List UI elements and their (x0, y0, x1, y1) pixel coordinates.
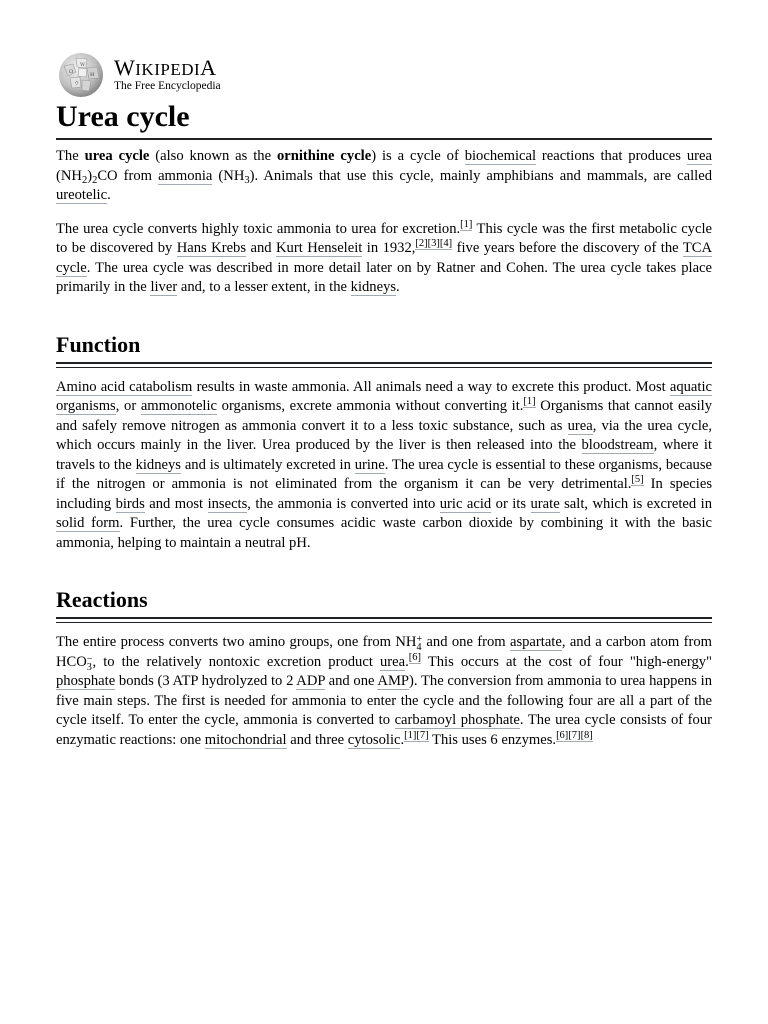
link-cytosolic[interactable]: cytosolic (347, 731, 401, 748)
link-amino-acid-catabolism[interactable]: Amino acid catabolism (56, 378, 193, 395)
svg-text:Ω: Ω (69, 69, 74, 75)
link-urine[interactable]: urine (354, 456, 385, 473)
ref-1[interactable]: [1] (404, 729, 417, 741)
link-amp[interactable]: AMP (377, 673, 410, 689)
ref-4[interactable]: [4] (439, 238, 453, 249)
svg-text:ウ: ウ (74, 81, 80, 87)
link-uric-acid[interactable]: uric acid (439, 495, 492, 512)
link-liver[interactable]: liver (150, 279, 178, 295)
link-aquatic-organisms[interactable]: aquatic organisms (56, 378, 712, 414)
link-urea[interactable]: urea (686, 148, 712, 164)
link-urea[interactable]: urea (379, 653, 406, 670)
link-urate[interactable]: urate (530, 495, 560, 512)
link-mitochondrial[interactable]: mitochondrial (204, 731, 287, 748)
ref-6[interactable]: [6] (408, 651, 421, 663)
ref-2[interactable]: [2] (415, 238, 428, 249)
svg-text:W: W (80, 62, 86, 68)
ammonium-charge: + 4 (416, 634, 423, 653)
link-tca-cycle[interactable]: TCA cycle (56, 240, 712, 276)
intro-paragraph-2: The urea cycle converts highly toxic ammonia to urea for excretion.[1] This cycle was the first metabolic cycle to be discovered by Hans Krebs and Kurt Henseleit in 1932,[2][3][4] five years before the discovery of the TCA cycle. The urea cycle was described in more detail later on by Ratner and Cohen. The urea cycle takes place primarily in the liver and, to a lesser extent, in the kidneys. (56, 218, 712, 295)
intro-paragraph-1: The urea cycle (also known as the ornithine cycle) is a cycle of biochemical reactions that produces urea $(NH_2)_2CO$ from ammonia $(NH_3)$. Animals that use this cycle, mainly amphibians and mammals, are called ureotelic. (56, 148, 712, 203)
link-kidneys[interactable]: kidneys (135, 456, 181, 473)
link-aspartate[interactable]: aspartate (509, 634, 562, 650)
link-solid-form[interactable]: solid form (56, 515, 120, 531)
link-insects[interactable]: insects (207, 495, 248, 512)
link-kurt-henseleit[interactable]: Kurt Henseleit (276, 240, 363, 256)
section-heading-function: Function (56, 332, 712, 364)
urea-formula: $(NH_2)_2CO$ (56, 167, 118, 186)
site-name: WIKIPEDIA (114, 55, 217, 81)
ref-7[interactable]: [7] (568, 729, 581, 741)
link-carbamoyl-phosphate[interactable]: carbamoyl phosphate (394, 712, 520, 728)
article-page (56, 52, 712, 750)
link-kidneys[interactable]: kidneys (350, 279, 397, 295)
link-biochemical[interactable]: biochemical (464, 148, 537, 164)
svg-text:И: И (90, 72, 95, 78)
page-title: Urea cycle (56, 100, 712, 140)
ref-6[interactable]: [6] (556, 729, 569, 741)
reactions-paragraph: The entire process converts two amino groups, one from NH + 4 and one from aspartate, and a carbon atom from HCO − 3 , to the relatively nontoxic excretion product urea.[6] This occurs at the cost of four "high-energy" phosphate bonds (3 ATP hydrolyzed to 2 ADP and one AMP). The conversion from ammonia to urea happens in five main steps. The first is needed for ammonia to enter the cycle and the following four are all a part of the cycle itself. To enter the cycle, ammonia is converted to carbamoyl phosphate. The urea cycle consists of four enzymatic reactions: one mitochondrial and three cytosolic.[1][7] This uses 6 enzymes.[6][7][8] (56, 634, 712, 748)
bicarbonate-charge: − 3 (86, 653, 93, 673)
ref-5[interactable]: [5] (631, 474, 644, 485)
link-hans-krebs[interactable]: Hans Krebs (176, 240, 247, 256)
link-ammonia[interactable]: ammonia (158, 167, 213, 184)
link-ammonotelic[interactable]: ammonotelic (140, 398, 218, 414)
link-birds[interactable]: birds (115, 495, 145, 512)
link-urea[interactable]: urea (567, 417, 593, 434)
link-ureotelic[interactable]: ureotelic (56, 187, 108, 203)
ref-3[interactable]: [3] (427, 238, 440, 249)
function-paragraph: Amino acid catabolism results in waste ammonia. All animals need a way to excrete this product. Most aquatic organisms, or ammonotelic organisms, excrete ammonia without converting it.[1] Organisms that cannot easily and safely remove nitrogen as ammonia convert it to a less toxic substance, such as urea, via the urea cycle, which occurs mainly in the liver. Urea produced by the liver is then released into the bloodstream, where it travels to the kidneys and is ultimately excreted in urine. The urea cycle is essential to these organisms, because if the nitrogen or ammonia is not eliminated from the organism it can be very detrimental.[5] In species including birds and most insects, the ammonia is converted into uric acid or its urate salt, which is excreted in solid form. Further, the urea cycle consumes acidic waste carbon dioxide by combining it with the basic ammonia, helping to maintain a neutral pH. (56, 378, 713, 551)
link-adp[interactable]: ADP (296, 673, 325, 689)
link-phosphate[interactable]: phosphate (56, 673, 116, 689)
ref-7[interactable]: [7] (416, 729, 429, 741)
wikipedia-logo[interactable] (56, 52, 712, 98)
section-heading-reactions: Reactions (56, 587, 712, 619)
ref-1[interactable]: [1] (460, 218, 473, 230)
ref-1[interactable]: [1] (523, 396, 536, 407)
ref-8[interactable]: [8] (580, 729, 593, 741)
wikipedia-globe-icon (56, 52, 106, 98)
site-tagline: The Free Encyclopedia (114, 80, 221, 93)
wordmark (114, 57, 221, 93)
link-bloodstream[interactable]: bloodstream (581, 437, 654, 453)
